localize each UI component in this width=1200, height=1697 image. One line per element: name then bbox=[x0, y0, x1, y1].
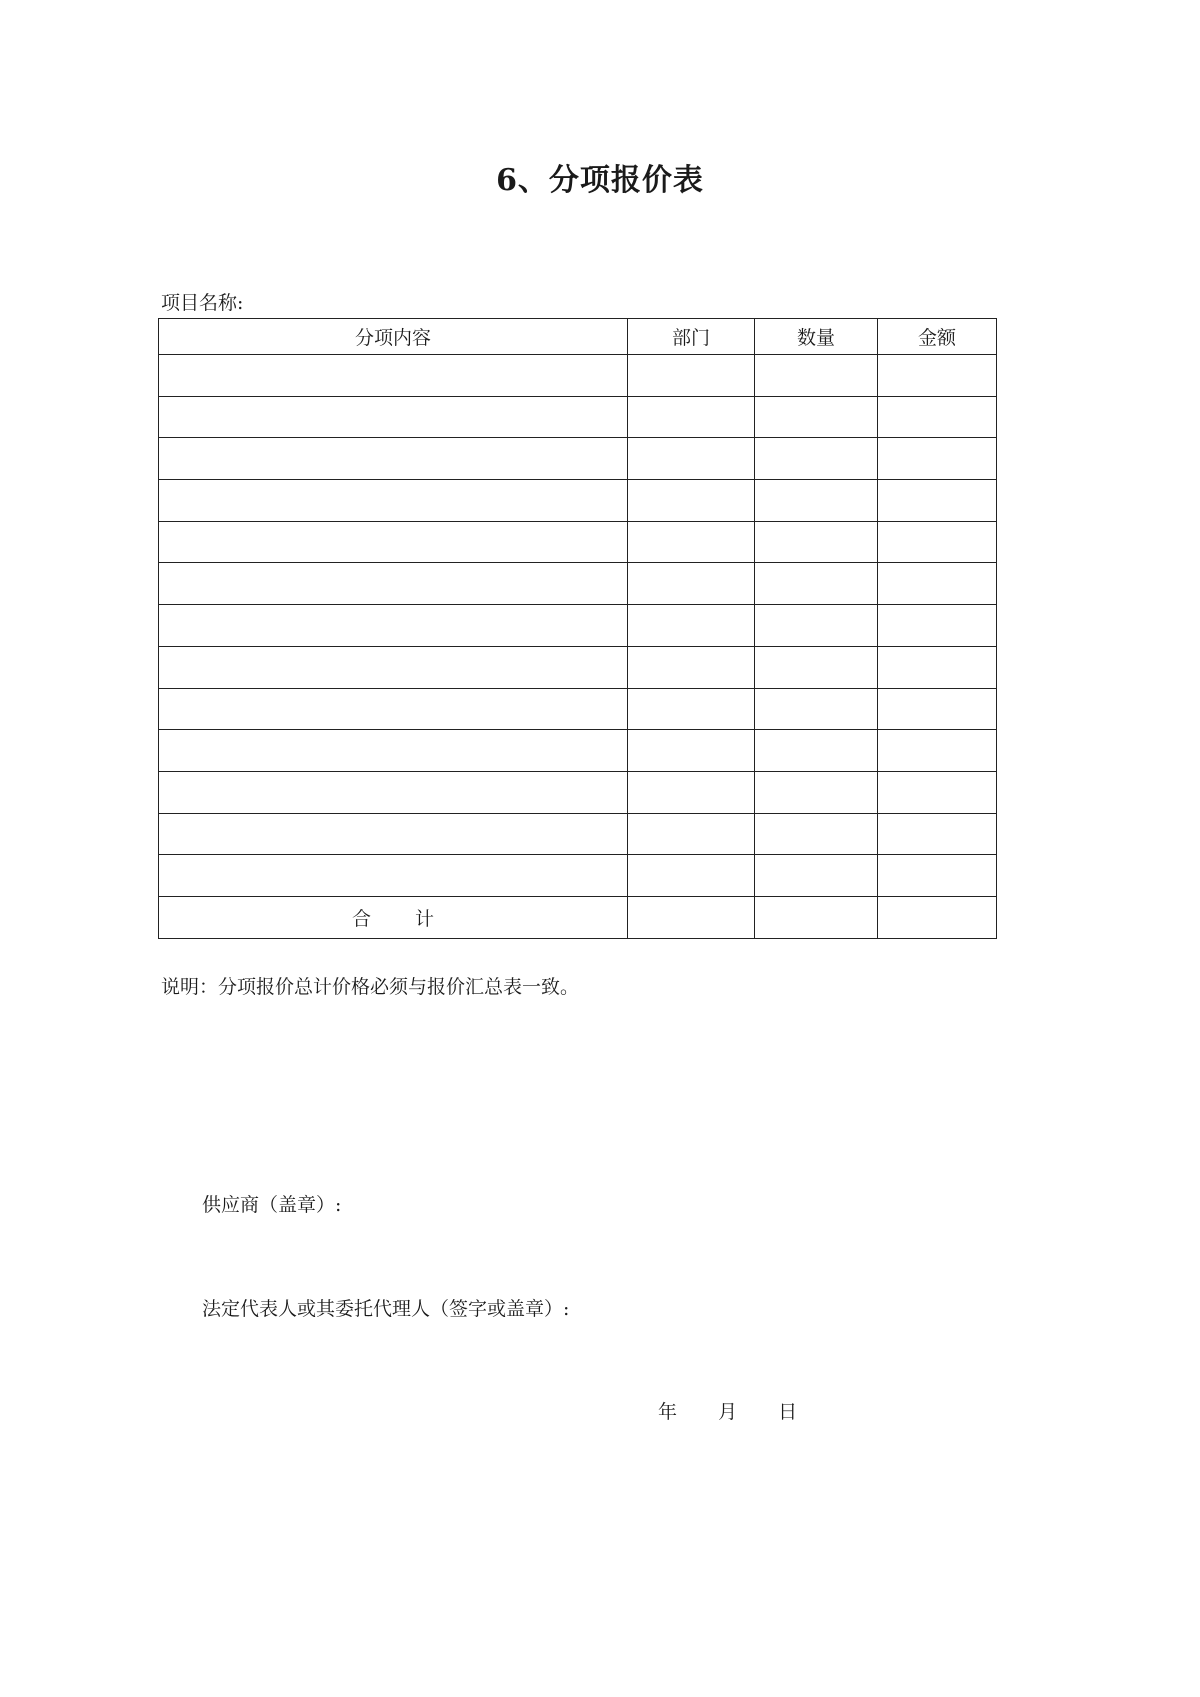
item-content-cell[interactable] bbox=[159, 438, 628, 480]
amount-cell[interactable] bbox=[878, 396, 997, 438]
quantity-cell[interactable] bbox=[755, 563, 878, 605]
item-content-cell[interactable] bbox=[159, 355, 628, 397]
quantity-cell[interactable] bbox=[755, 605, 878, 647]
table-header-row bbox=[159, 319, 997, 355]
note-text: 说明：分项报价总计价格必须与报价汇总表一致。 bbox=[161, 976, 580, 998]
amount-cell[interactable] bbox=[878, 813, 997, 855]
amount-cell[interactable] bbox=[878, 521, 997, 563]
total-amount-cell bbox=[878, 896, 997, 938]
header-department: 部门 bbox=[628, 319, 755, 355]
department-cell[interactable] bbox=[628, 396, 755, 438]
quantity-cell[interactable] bbox=[755, 730, 878, 772]
department-cell[interactable] bbox=[628, 730, 755, 772]
amount-cell[interactable] bbox=[878, 771, 997, 813]
table-row bbox=[159, 396, 997, 438]
department-cell[interactable] bbox=[628, 521, 755, 563]
department-cell[interactable] bbox=[628, 355, 755, 397]
amount-cell[interactable] bbox=[878, 730, 997, 772]
department-cell[interactable] bbox=[628, 813, 755, 855]
table-row bbox=[159, 646, 997, 688]
total-quantity-cell bbox=[755, 896, 878, 938]
amount-cell[interactable] bbox=[878, 855, 997, 897]
department-cell[interactable] bbox=[628, 438, 755, 480]
legal-representative-label: 法定代表人或其委托代理人（签字或盖章）: bbox=[202, 1298, 570, 1320]
quantity-cell[interactable] bbox=[755, 771, 878, 813]
header-amount: 金额 bbox=[878, 319, 997, 355]
table-row bbox=[159, 438, 997, 480]
department-cell[interactable] bbox=[628, 563, 755, 605]
quantity-cell[interactable] bbox=[755, 688, 878, 730]
table-row bbox=[159, 563, 997, 605]
project-name-label: 项目名称: bbox=[161, 292, 244, 314]
total-row bbox=[159, 896, 997, 938]
table-row bbox=[159, 480, 997, 522]
amount-cell[interactable] bbox=[878, 438, 997, 480]
department-cell[interactable] bbox=[628, 480, 755, 522]
quantity-cell[interactable] bbox=[755, 355, 878, 397]
item-content-cell[interactable] bbox=[159, 521, 628, 563]
table-row bbox=[159, 605, 997, 647]
header-quantity: 数量 bbox=[755, 319, 878, 355]
item-content-cell[interactable] bbox=[159, 855, 628, 897]
item-content-cell[interactable] bbox=[159, 480, 628, 522]
amount-cell[interactable] bbox=[878, 480, 997, 522]
total-department-cell bbox=[628, 896, 755, 938]
supplier-seal-label: 供应商（盖章）: bbox=[202, 1194, 342, 1216]
itemized-quote-table bbox=[158, 318, 997, 939]
department-cell[interactable] bbox=[628, 855, 755, 897]
quantity-cell[interactable] bbox=[755, 438, 878, 480]
item-content-cell[interactable] bbox=[159, 813, 628, 855]
amount-cell[interactable] bbox=[878, 563, 997, 605]
table-row bbox=[159, 521, 997, 563]
department-cell[interactable] bbox=[628, 646, 755, 688]
page-title: 6、分项报价表 bbox=[496, 163, 704, 198]
item-content-cell[interactable] bbox=[159, 646, 628, 688]
department-cell[interactable] bbox=[628, 688, 755, 730]
quantity-cell[interactable] bbox=[755, 855, 878, 897]
quantity-cell[interactable] bbox=[755, 480, 878, 522]
quantity-cell[interactable] bbox=[755, 646, 878, 688]
department-cell[interactable] bbox=[628, 771, 755, 813]
item-content-cell[interactable] bbox=[159, 730, 628, 772]
total-label: 合 计 bbox=[159, 896, 628, 938]
item-content-cell[interactable] bbox=[159, 688, 628, 730]
header-item-content: 分项内容 bbox=[159, 319, 628, 355]
amount-cell[interactable] bbox=[878, 688, 997, 730]
table-row bbox=[159, 688, 997, 730]
table-row bbox=[159, 730, 997, 772]
quantity-cell[interactable] bbox=[755, 813, 878, 855]
amount-cell[interactable] bbox=[878, 355, 997, 397]
table-row bbox=[159, 771, 997, 813]
date-line bbox=[658, 1397, 832, 1424]
amount-cell[interactable] bbox=[878, 646, 997, 688]
table-body bbox=[159, 355, 997, 939]
quantity-cell[interactable] bbox=[755, 521, 878, 563]
item-content-cell[interactable] bbox=[159, 605, 628, 647]
date-year-label: 年 bbox=[658, 1401, 678, 1423]
date-month-label: 月 bbox=[718, 1401, 738, 1423]
table-row bbox=[159, 355, 997, 397]
department-cell[interactable] bbox=[628, 605, 755, 647]
table-row bbox=[159, 855, 997, 897]
date-day-label: 日 bbox=[778, 1401, 798, 1423]
table-row bbox=[159, 813, 997, 855]
item-content-cell[interactable] bbox=[159, 396, 628, 438]
quantity-cell[interactable] bbox=[755, 396, 878, 438]
item-content-cell[interactable] bbox=[159, 563, 628, 605]
amount-cell[interactable] bbox=[878, 605, 997, 647]
item-content-cell[interactable] bbox=[159, 771, 628, 813]
